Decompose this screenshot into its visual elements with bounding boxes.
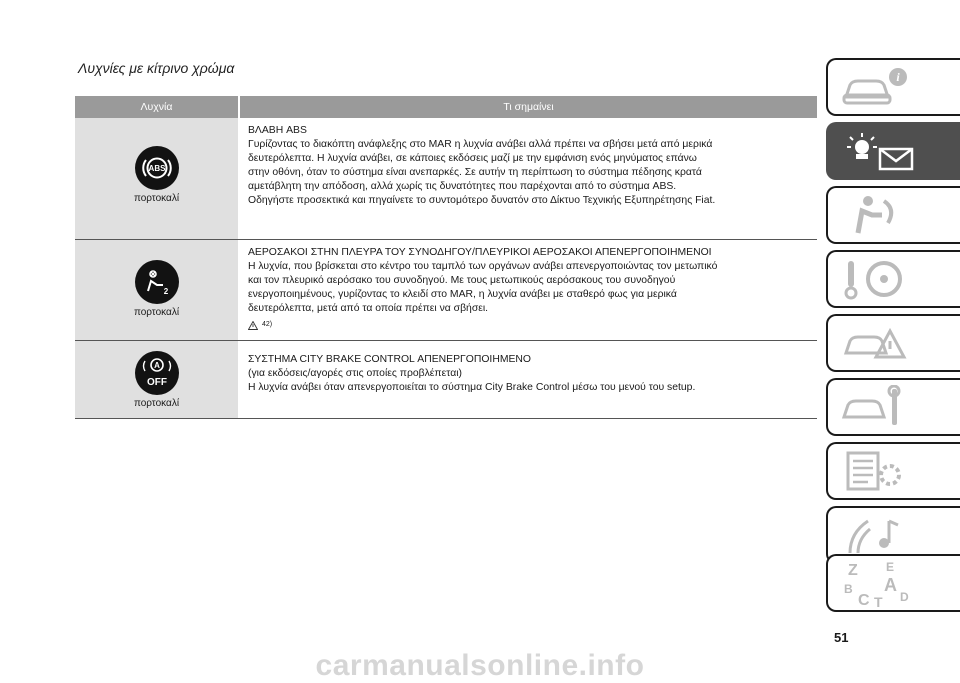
note-reference: 42) (262, 321, 273, 328)
warning-lights-messages-tab-icon (840, 129, 916, 173)
page-heading: Λυχνίες με κίτρινο χρώμα (78, 60, 235, 76)
row-description: ΑΕΡΟΣΑΚΟΙ ΣΤΗΝ ΠΛΕΥΡΑ ΤΟΥ ΣΥΝΟΔΗΓΟΥ/ΠΛΕΥΡΙΚΟΙ ΑΕΡΟΣΑΚΟΙ ΑΠΕΝΕΡΓΟΠΟΙΗΜΕΝΟΙ Η λυχνία, που βρίσκεται στο κέντρο του ταμπλό των οργάνων ανάβει απενεργοποιώντας τον μετωπικό και τον πλευρικό αερόσακο του συνοδηγού. Με τους μετωπικούς αερόσακους του συνοδηγού ενεργοποιημένους, γυρίζοντας το κλειδί στο MAR, η λυχνία ανάβει με σταθερό φως για μερικά δευτερόλεπτα, μετά από τα οποία πρέπει να σβήσει. 42) (238, 240, 817, 340)
tab-car-info[interactable] (826, 58, 960, 116)
table-row (75, 240, 817, 341)
watermark: carmanualsonline.info (315, 649, 645, 682)
index-tab-icon (840, 557, 920, 609)
svg-text:OFF: OFF (146, 377, 167, 388)
warning-note (248, 318, 817, 332)
lamp-color-label: πορτοκαλί (133, 193, 180, 204)
table-header (75, 96, 817, 118)
svg-text:B: B (844, 582, 853, 596)
table-row (75, 341, 817, 419)
tab-technical-data[interactable] (826, 442, 960, 500)
tab-starting-driving[interactable] (826, 250, 960, 308)
svg-text:A: A (884, 575, 897, 595)
multimedia-tab-icon (840, 513, 910, 557)
table-row (75, 118, 817, 240)
page-number: 51 (834, 630, 849, 645)
warning-triangle-icon (248, 321, 258, 330)
abs-warning-icon (135, 146, 179, 190)
lamp-color-label: πορτοκαλί (133, 398, 180, 409)
maintenance-tab-icon (840, 385, 910, 429)
column-header-meaning: Τι σημαίνει (240, 96, 817, 118)
svg-text:i: i (896, 70, 900, 84)
passenger-airbag-off-icon (135, 260, 179, 304)
svg-text:D: D (900, 590, 909, 604)
lamp-color-label: πορτοκαλί (133, 307, 180, 318)
warning-lights-table (75, 96, 817, 419)
tab-maintenance[interactable] (826, 378, 960, 436)
tab-safety[interactable] (826, 186, 960, 244)
row-description: ΣΥΣΤΗΜΑ CITY BRAKE CONTROL ΑΠΕΝΕΡΓΟΠΟΙΗΜΕΝΟ (για εκδόσεις/αγορές στις οποίες προβλέπεται) Η λυχνία ανάβει όταν απενεργοποιείται το σύστημα City Brake Control μέσω του μενού του setup. (248, 354, 696, 393)
svg-text:2: 2 (163, 287, 168, 296)
svg-text:A: A (153, 361, 160, 370)
tab-warning-lights[interactable] (826, 122, 960, 180)
column-header-lamp: Λυχνία (75, 96, 238, 118)
starting-driving-tab-icon (840, 257, 910, 301)
svg-text:E: E (886, 560, 895, 574)
tab-emergency[interactable] (826, 314, 960, 372)
emergency-tab-icon (840, 321, 910, 365)
svg-text:C: C (858, 592, 870, 609)
city-brake-off-icon (135, 351, 179, 395)
svg-text:Z: Z (848, 562, 858, 579)
svg-text:ABS: ABS (148, 164, 165, 173)
car-info-tab-icon (840, 65, 910, 109)
svg-text:T: T (874, 594, 883, 609)
technical-data-tab-icon (840, 449, 910, 493)
row-description: ΒΛΑΒΗ ABS Γυρίζοντας το διακόπτη ανάφλεξης στο MAR η λυχνία ανάβει αλλά πρέπει να σβήσει μετά από μερικά δευτερόλεπτα. Η λυχνία ανάβει, σε κάποιες εκδόσεις μαζί με την εμφάνιση ενός μηνύματος επάνω στην οθόνη, όταν το σύστημα είναι ανεπαρκές. Σε αυτήν τη περίπτωση το σύστημα πέδησης κρατά αμετάβλητη την απόδοση, αλλά χωρίς τις δυνατότητες που παρέχονται από το σύστημα ABS. Οδηγήστε προσεκτικά και πηγαίνετε το συντομότερο δυνατόν στο Δίκτυο Τεχνικής Εξυπηρέτησης Fiat. (248, 125, 716, 206)
tab-index[interactable] (826, 554, 960, 612)
safety-airbag-tab-icon (840, 193, 910, 237)
